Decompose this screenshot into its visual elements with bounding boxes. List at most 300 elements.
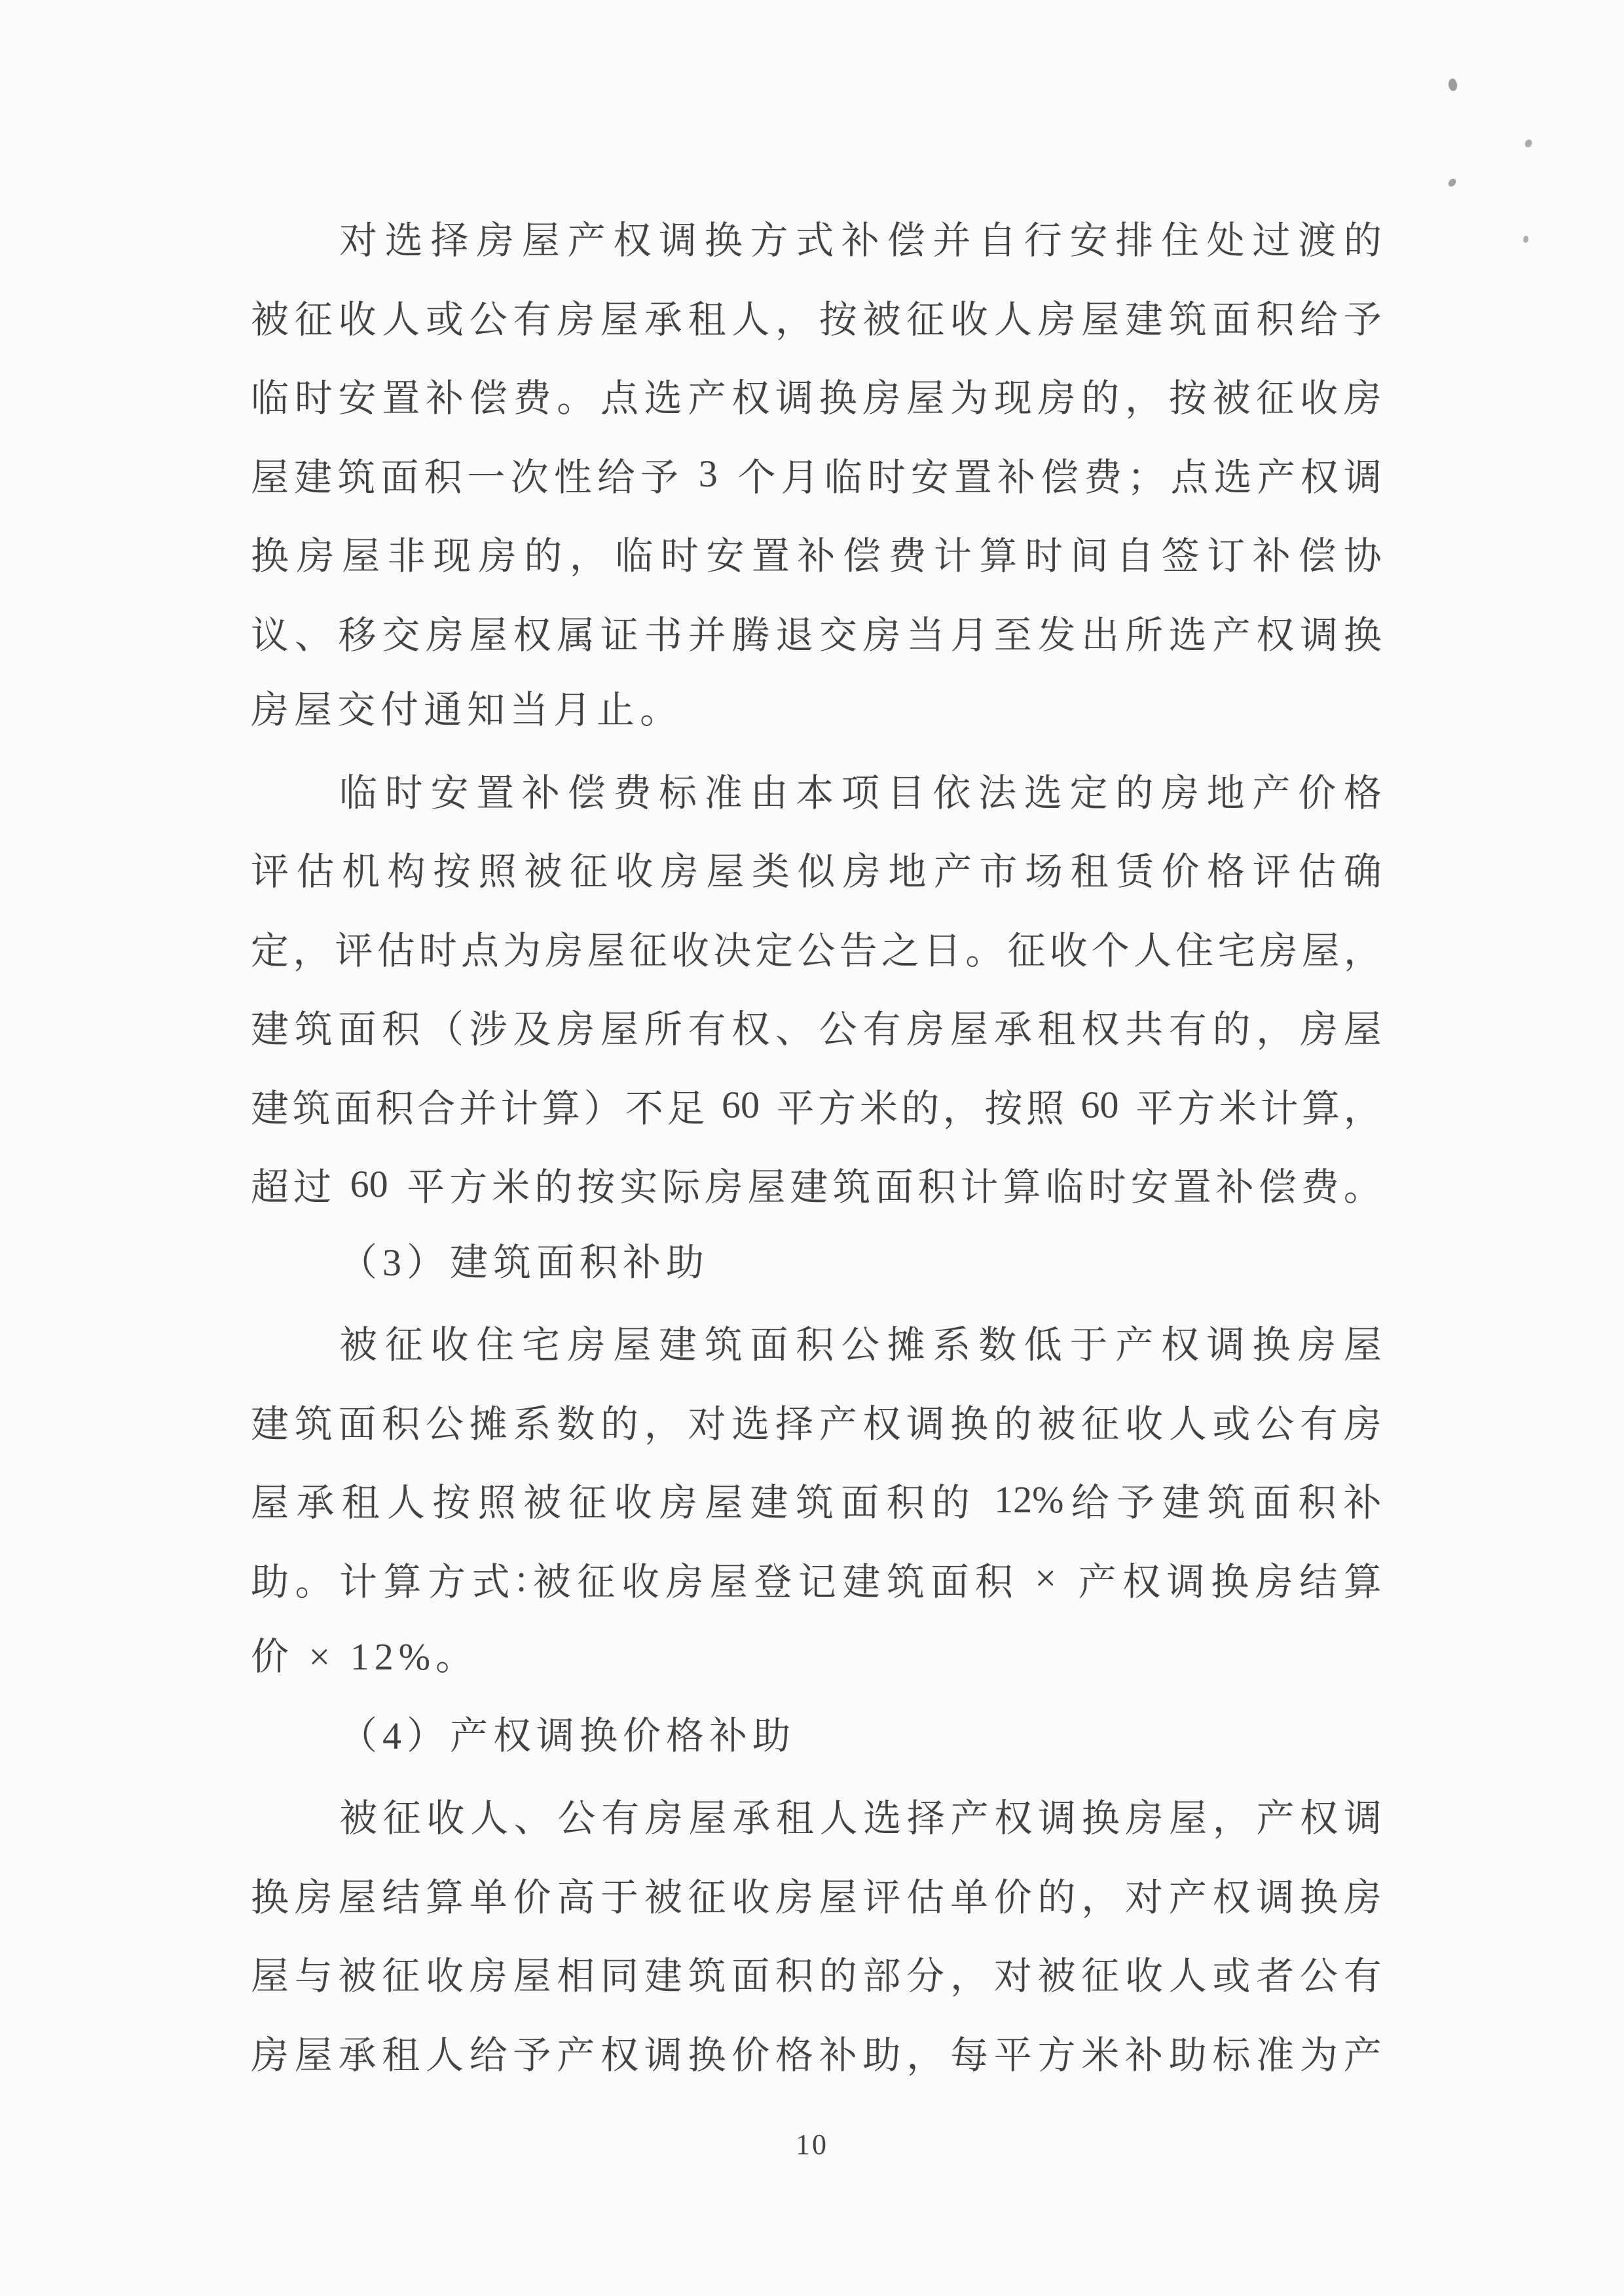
glyph: 征 — [294, 298, 333, 341]
glyph: 米 — [859, 1087, 898, 1130]
glyph: 按 — [432, 1482, 471, 1525]
glyph: 的 — [534, 1166, 573, 1209]
glyph: 被 — [251, 298, 289, 341]
glyph: 房 — [705, 1166, 743, 1209]
glyph: 有 — [1300, 1402, 1338, 1446]
glyph: 计 — [960, 1166, 999, 1209]
glyph: 承 — [296, 1482, 335, 1525]
text-line — [251, 513, 1382, 592]
glyph: 对 — [1125, 1876, 1164, 1919]
glyph: 权 — [862, 1402, 901, 1446]
glyph: 平 — [993, 2033, 1032, 2077]
glyph: 征 — [906, 298, 945, 341]
glyph: 屋 — [906, 377, 945, 420]
glyph: 及 — [513, 1008, 551, 1051]
glyph: 选 — [731, 1402, 770, 1446]
glyph: 出 — [1081, 613, 1120, 657]
glyph: 选 — [1024, 771, 1062, 814]
glyph: 征 — [629, 929, 667, 972]
glyph: 征 — [384, 1324, 423, 1367]
glyph: 排 — [1115, 219, 1154, 263]
glyph: 收 — [338, 298, 377, 341]
glyph: 屋 — [251, 1482, 289, 1525]
glyph: 收 — [1300, 377, 1338, 420]
glyph: 安 — [910, 456, 949, 499]
glyph: 价 — [1161, 850, 1200, 894]
glyph: 房 — [545, 929, 583, 972]
glyph: 调 — [775, 377, 814, 420]
glyph: ， — [775, 298, 814, 341]
glyph: 算 — [1302, 1087, 1340, 1130]
glyph: 为 — [1300, 2033, 1338, 2077]
glyph: 一 — [467, 456, 506, 499]
glyph: 房 — [478, 535, 517, 578]
glyph — [1067, 1083, 1077, 1127]
glyph: 方 — [428, 1560, 466, 1603]
glyph: 被 — [339, 1797, 378, 1840]
glyph: 宅 — [1217, 929, 1256, 972]
glyph: 的 — [1081, 377, 1120, 420]
glyph: 房 — [294, 1876, 333, 1919]
glyph: 助 — [862, 2033, 901, 2077]
glyph: 地 — [1206, 771, 1245, 814]
glyph: 屋 — [294, 2033, 333, 2077]
glyph: 人 — [1168, 1402, 1207, 1446]
glyph: 选 — [644, 377, 682, 420]
glyph: 日 — [923, 929, 962, 972]
glyph: 建 — [659, 1324, 697, 1367]
glyph: 征 — [382, 1955, 420, 1998]
glyph: 点 — [600, 377, 639, 420]
glyph: 租 — [1037, 1008, 1076, 1051]
glyph: 收 — [731, 1876, 770, 1919]
glyph: 征 — [1081, 1955, 1120, 1998]
text-line — [251, 1933, 1382, 2013]
glyph: 公 — [819, 1008, 857, 1051]
glyph: 积 — [382, 1402, 420, 1446]
glyph: 时 — [1025, 535, 1063, 578]
glyph: 收 — [1125, 1955, 1164, 1998]
glyph: 安 — [706, 535, 745, 578]
glyph: 面 — [875, 1166, 913, 1209]
glyph: 定 — [251, 929, 289, 972]
glyph: 被 — [339, 1324, 378, 1367]
glyph: 议 — [251, 613, 289, 657]
glyph — [393, 1162, 403, 1206]
glyph: 单 — [469, 1876, 507, 1919]
glyph: 估 — [377, 929, 415, 972]
glyph: ， — [1125, 377, 1164, 420]
glyph: 予 — [1343, 298, 1382, 341]
glyph: 给 — [1300, 298, 1338, 341]
glyph: 人 — [819, 1797, 858, 1840]
glyph: 个 — [737, 456, 776, 499]
glyph: 自 — [1116, 535, 1154, 578]
glyph: 价 — [1298, 771, 1337, 814]
glyph: 非 — [387, 535, 426, 578]
glyph: 算 — [542, 1087, 580, 1130]
glyph: 房 — [665, 1560, 704, 1603]
glyph: 确 — [1343, 850, 1382, 894]
glyph: 被 — [1037, 1955, 1076, 1998]
glyph: 方 — [449, 1166, 488, 1209]
glyph: 、 — [294, 613, 333, 657]
glyph: 置 — [1173, 1166, 1211, 1209]
glyph: 评 — [335, 929, 373, 972]
glyph: 住 — [1175, 929, 1214, 972]
text-line — [251, 1539, 1382, 1618]
text-line — [251, 2013, 1382, 2092]
glyph: 的 — [1343, 219, 1382, 263]
glyph: 月 — [781, 456, 819, 499]
glyph: 屋 — [251, 456, 289, 499]
glyph: 偿 — [887, 219, 925, 263]
glyph: 登 — [754, 1560, 792, 1603]
glyph: 按 — [1168, 377, 1207, 420]
glyph: 房 — [1037, 377, 1076, 420]
glyph: 评 — [251, 850, 289, 894]
glyph: 有 — [601, 1797, 640, 1840]
glyph: 房 — [1259, 929, 1298, 972]
glyph: 房 — [567, 1324, 606, 1367]
glyph: 公 — [841, 1324, 879, 1367]
glyph: 准 — [1256, 2033, 1295, 2077]
glyph: 标 — [1212, 2033, 1251, 2077]
glyph: 有 — [513, 298, 551, 341]
glyph: 算 — [1003, 1166, 1041, 1209]
glyph: 照 — [477, 1482, 516, 1525]
glyph: 格 — [775, 2033, 814, 2077]
glyph: 房 — [426, 613, 464, 657]
glyph: 住 — [476, 1324, 515, 1367]
glyph: 时 — [1088, 1166, 1126, 1209]
glyph: 房 — [296, 535, 335, 578]
glyph: 建 — [251, 1008, 289, 1051]
glyph: 调 — [1038, 1797, 1077, 1840]
glyph: 换 — [251, 535, 289, 578]
glyph: 房 — [644, 1797, 683, 1840]
glyph: 调 — [1300, 613, 1338, 657]
text-line — [251, 1302, 1382, 1381]
glyph: 予 — [513, 2033, 551, 2077]
glyph: 人 — [382, 298, 420, 341]
glyph: 择 — [906, 1797, 945, 1840]
glyph: 补 — [819, 2033, 857, 2077]
glyph: 房 — [862, 377, 901, 420]
glyph: 换 — [950, 1402, 989, 1446]
glyph: 权 — [1256, 613, 1295, 657]
text-line — [251, 1144, 1382, 1224]
glyph: 屋 — [819, 1876, 857, 1919]
glyph: 计 — [339, 1560, 378, 1603]
glyph: 收 — [615, 850, 654, 894]
glyph: 换 — [1081, 1797, 1120, 1840]
glyph: 渡 — [1298, 219, 1337, 263]
glyph: 临 — [339, 771, 378, 814]
glyph: 方 — [1037, 2033, 1076, 2077]
glyph: 收 — [671, 929, 709, 972]
glyph: 调 — [1166, 1560, 1205, 1603]
glyph: 积 — [375, 1087, 414, 1130]
glyph: 屋 — [513, 1955, 551, 1998]
glyph: 点 — [1170, 456, 1209, 499]
glyph: 积 — [424, 456, 462, 499]
glyph: 承 — [993, 1008, 1032, 1051]
glyph: 收 — [430, 1324, 469, 1367]
glyph: 给 — [1071, 1482, 1109, 1525]
glyph: 价 — [731, 2033, 770, 2077]
glyph: 超 — [251, 1166, 289, 1209]
glyph: 房 — [906, 1008, 945, 1051]
glyph: 算 — [426, 1876, 464, 1919]
glyph: 费 — [888, 535, 927, 578]
glyph: 产 — [1252, 771, 1291, 814]
glyph: 选 — [1213, 456, 1252, 499]
glyph: 助 — [251, 1560, 289, 1603]
glyph: 或 — [1212, 1402, 1251, 1446]
glyph: 按 — [433, 850, 471, 894]
glyph: 价 — [513, 1876, 551, 1919]
glyph: 低 — [1024, 1324, 1062, 1367]
glyph: 产 — [1256, 1797, 1295, 1840]
glyph: 计 — [1260, 1087, 1299, 1130]
glyph: 权 — [1300, 456, 1338, 499]
glyph: 换 — [251, 1876, 289, 1919]
glyph: 由 — [750, 771, 788, 814]
glyph: 准 — [704, 771, 743, 814]
glyph: 换 — [688, 2033, 726, 2077]
glyph: 格 — [1207, 850, 1246, 894]
glyph: ， — [1343, 1087, 1382, 1130]
glyph: 屋 — [1301, 929, 1340, 972]
glyph: 、 — [775, 1008, 814, 1051]
glyph: 协 — [1343, 535, 1382, 578]
glyph — [764, 1083, 773, 1127]
glyph: 交 — [819, 613, 857, 657]
glyph: 房 — [1160, 771, 1199, 814]
glyph: 临 — [251, 377, 289, 420]
glyph: 屋 — [688, 1797, 727, 1840]
glyph: 房 — [1037, 298, 1076, 341]
glyph: 屋 — [600, 1008, 639, 1051]
glyph: 征 — [1256, 377, 1295, 420]
glyph: 面 — [750, 1324, 788, 1367]
glyph: 收 — [426, 1955, 464, 1998]
glyph: 签 — [1161, 535, 1200, 578]
glyph: 米 — [492, 1166, 530, 1209]
glyph: ， — [942, 1087, 981, 1130]
glyph: 产 — [1343, 2033, 1382, 2077]
glyph: 构 — [387, 850, 426, 894]
glyph: 并 — [458, 1087, 497, 1130]
glyph: ， — [950, 1955, 989, 1998]
glyph: 屋 — [613, 1324, 652, 1367]
glyph: 的 — [1037, 1876, 1076, 1919]
glyph: 补 — [521, 771, 560, 814]
glyph: 的 — [931, 1482, 970, 1525]
section-heading: （3）建筑面积补助 — [339, 1241, 710, 1284]
glyph: 权 — [731, 377, 770, 420]
glyph: 个 — [1091, 929, 1130, 972]
glyph: 为 — [503, 929, 542, 972]
glyph: 换 — [1300, 1876, 1338, 1919]
glyph: 交 — [382, 613, 420, 657]
glyph: 权 — [613, 219, 652, 263]
glyph: 人 — [993, 298, 1032, 341]
glyph: ， — [1256, 1008, 1295, 1051]
glyph: 产 — [557, 2033, 595, 2077]
glyph: 公 — [557, 1797, 596, 1840]
text-line — [251, 198, 1382, 277]
glyph: ） — [583, 1087, 622, 1130]
glyph: 计 — [933, 535, 972, 578]
glyph: 补 — [797, 535, 836, 578]
glyph: 换 — [1252, 1324, 1291, 1367]
glyph: : — [516, 1557, 527, 1600]
glyph: 临 — [1045, 1166, 1084, 1209]
glyph: 目 — [887, 771, 925, 814]
glyph: 费 — [1084, 456, 1122, 499]
glyph: ； — [1127, 456, 1166, 499]
glyph: 征 — [688, 1876, 726, 1919]
glyph: 予 — [640, 456, 678, 499]
glyph: 人 — [386, 1482, 425, 1525]
glyph: 估 — [296, 850, 335, 894]
glyph: 际 — [662, 1166, 701, 1209]
glyph: 至 — [993, 613, 1032, 657]
glyph: （ — [426, 1008, 464, 1051]
glyph: 的 — [993, 1402, 1032, 1446]
glyph: 对 — [339, 219, 378, 263]
glyph: 、 — [513, 1797, 552, 1840]
glyph: 屋 — [950, 1008, 989, 1051]
scan-speck — [1447, 177, 1457, 188]
glyph: 移 — [338, 613, 377, 657]
glyph: 收 — [1049, 929, 1088, 972]
glyph: 被 — [523, 1482, 561, 1525]
glyph: ， — [906, 2033, 945, 2077]
glyph: 。 — [295, 1560, 333, 1603]
glyph: 屋 — [469, 613, 507, 657]
glyph: 筑 — [1168, 298, 1207, 341]
glyph: 数 — [978, 1324, 1017, 1367]
glyph: 助 — [1168, 2033, 1207, 2077]
glyph: 并 — [932, 219, 971, 263]
text-line — [251, 1381, 1382, 1461]
glyph: 房 — [862, 613, 901, 657]
glyph: 记 — [798, 1560, 836, 1603]
glyph: 次 — [510, 456, 549, 499]
glyph: 租 — [1070, 850, 1109, 894]
glyph: 房 — [476, 219, 515, 263]
glyph: 所 — [1125, 613, 1164, 657]
text-line — [251, 1066, 1382, 1145]
glyph: 房 — [1298, 1324, 1337, 1367]
glyph: 收 — [950, 298, 989, 341]
glyph: 面 — [1253, 1482, 1291, 1525]
scan-speck — [1524, 139, 1532, 148]
glyph: 的 — [524, 535, 563, 578]
glyph: 房 — [842, 850, 881, 894]
glyph: 房 — [1343, 1876, 1382, 1919]
glyph: 屋 — [1169, 1797, 1208, 1840]
glyph: 收 — [1125, 1402, 1164, 1446]
text-line — [251, 277, 1382, 356]
glyph: ， — [293, 929, 331, 972]
glyph: 选 — [384, 219, 423, 263]
glyph: 订 — [1207, 535, 1246, 578]
glyph: 的 — [901, 1087, 940, 1130]
glyph: 费 — [513, 377, 551, 420]
glyph: 面 — [841, 1482, 879, 1525]
glyph: ， — [1343, 929, 1382, 972]
glyph: 对 — [993, 1955, 1032, 1998]
glyph: 置 — [751, 535, 790, 578]
glyph — [1122, 1083, 1132, 1127]
glyph: 积 — [917, 1166, 956, 1209]
glyph: 时 — [384, 771, 423, 814]
glyph: 方 — [750, 219, 788, 263]
glyph: 告 — [839, 929, 877, 972]
text-block — [251, 198, 1382, 2091]
glyph: 房 — [469, 1955, 507, 1998]
glyph: 积 — [382, 1008, 420, 1051]
glyph: 补 — [1252, 535, 1291, 578]
glyph: 的 — [600, 1402, 639, 1446]
glyph: 补 — [426, 377, 464, 420]
glyph: 的 — [819, 1955, 857, 1998]
glyph — [977, 1478, 987, 1522]
glyph: 书 — [644, 613, 682, 657]
glyph: 的 — [1115, 771, 1154, 814]
glyph: 补 — [841, 219, 879, 263]
glyph: 房 — [660, 850, 699, 894]
glyph: 被 — [524, 850, 563, 894]
glyph: 置 — [382, 377, 420, 420]
glyph: 收 — [621, 1560, 659, 1603]
glyph: 60 — [722, 1084, 760, 1127]
glyph: 被 — [862, 298, 901, 341]
glyph: 屋 — [1081, 298, 1120, 341]
glyph: 依 — [932, 771, 971, 814]
glyph: 产 — [1257, 456, 1295, 499]
glyph: 产 — [1115, 1324, 1154, 1367]
glyph: 机 — [342, 850, 380, 894]
glyph: 屋 — [521, 219, 560, 263]
glyph: 结 — [382, 1876, 420, 1919]
glyph: 产 — [950, 1797, 989, 1840]
glyph: 估 — [1298, 850, 1337, 894]
glyph: 所 — [644, 1008, 682, 1051]
glyph: 屋 — [709, 1560, 748, 1603]
glyph — [723, 452, 733, 496]
glyph: 产 — [1168, 1876, 1207, 1919]
glyph: 调 — [1343, 1797, 1382, 1840]
glyph: 面 — [338, 1402, 377, 1446]
glyph: 与 — [294, 1955, 333, 1998]
glyph: 权 — [1160, 1324, 1199, 1367]
glyph: 月 — [950, 613, 989, 657]
glyph: 退 — [775, 613, 814, 657]
glyph: 合 — [417, 1087, 456, 1130]
glyph: 分 — [906, 1955, 945, 1998]
glyph: 权 — [731, 1008, 770, 1051]
glyph: 似 — [797, 850, 836, 894]
glyph: × — [1035, 1557, 1057, 1600]
glyph: 建 — [750, 1482, 788, 1525]
glyph: 当 — [906, 613, 945, 657]
glyph: 选 — [1168, 613, 1207, 657]
